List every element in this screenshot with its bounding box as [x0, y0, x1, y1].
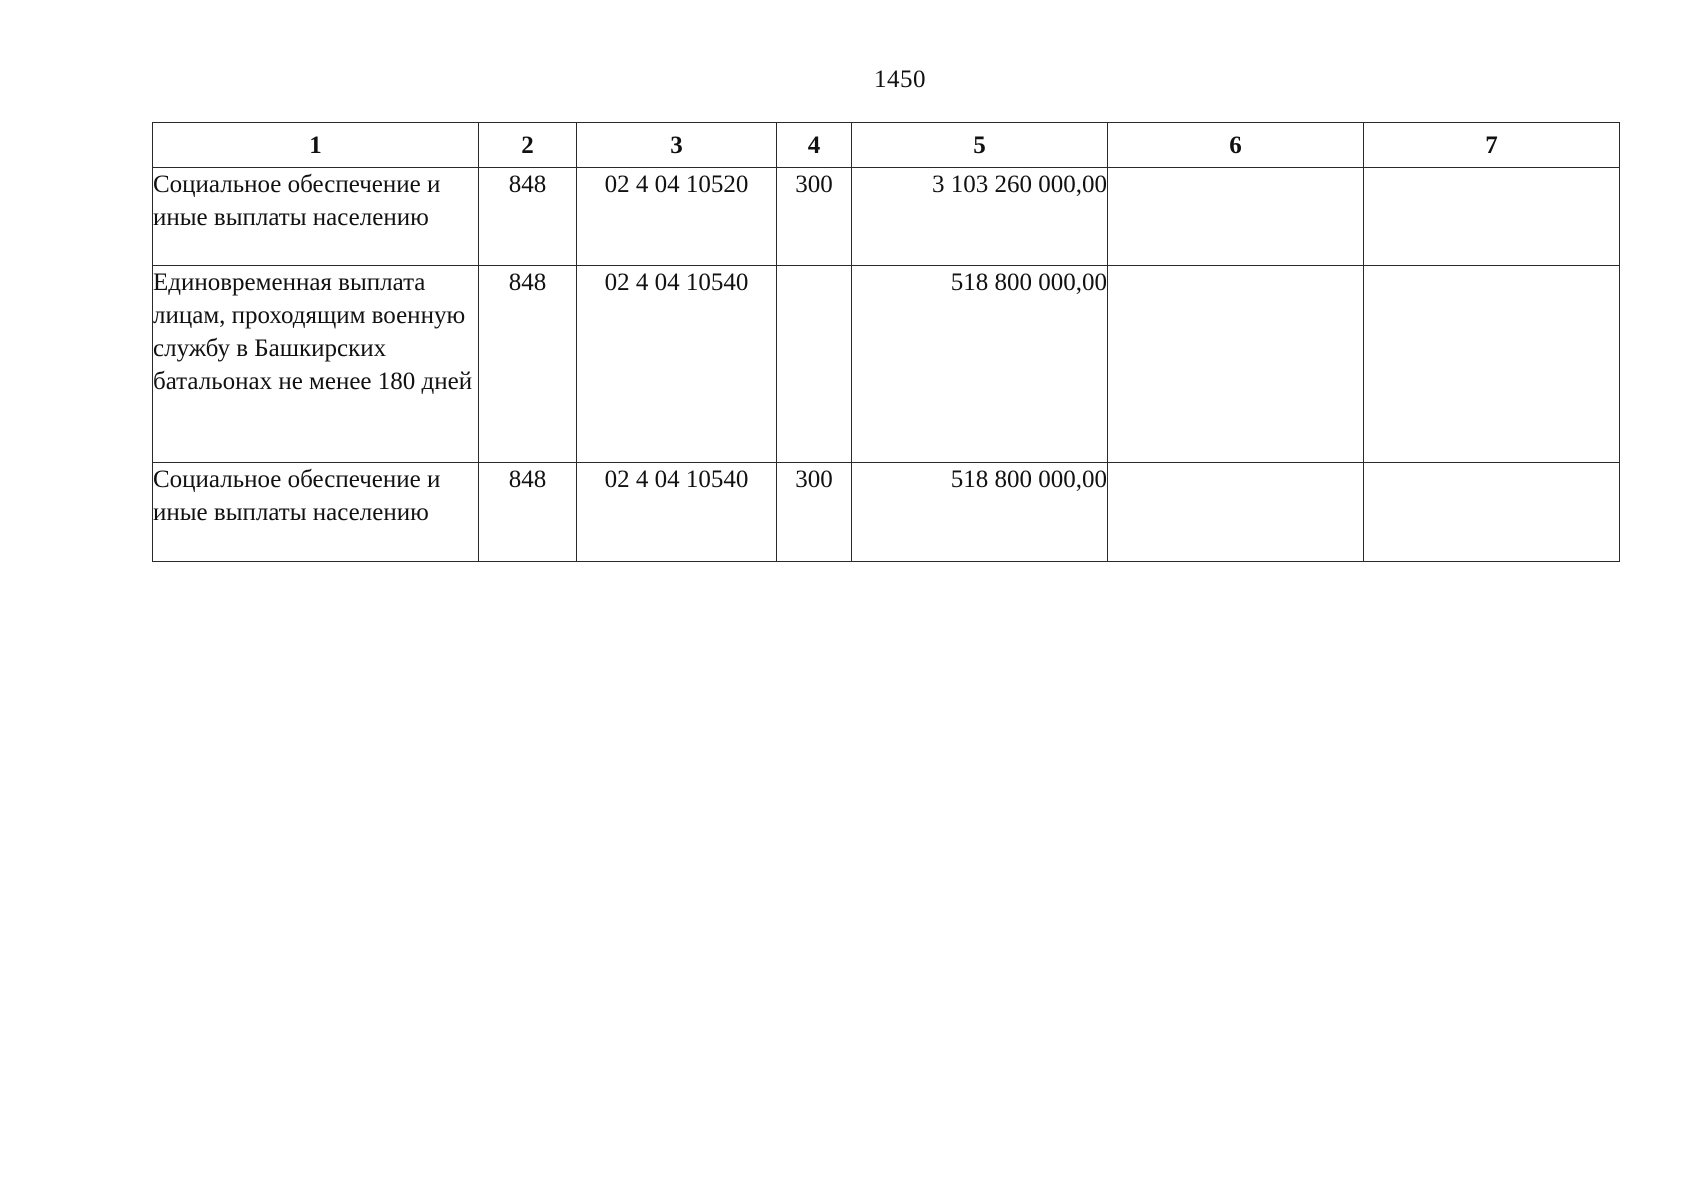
column-6-cell [1108, 463, 1364, 562]
ministry-code-cell: 848 [479, 168, 577, 266]
amount-cell: 518 800 000,00 [852, 463, 1108, 562]
column-header-5: 5 [852, 123, 1108, 168]
table-row [153, 463, 1620, 562]
target-article-cell: 02 4 04 10540 [577, 266, 777, 463]
column-7-cell [1364, 168, 1620, 266]
ministry-code-cell: 848 [479, 266, 577, 463]
column-7-cell [1364, 266, 1620, 463]
page-number: 1450 [874, 66, 926, 93]
target-article-cell: 02 4 04 10520 [577, 168, 777, 266]
target-article-cell: 02 4 04 10540 [577, 463, 777, 562]
column-6-cell [1108, 266, 1364, 463]
column-header-3: 3 [577, 123, 777, 168]
row-name-cell: Единовременная выплата лицам, проходящим военную службу в Башкирских батальонах не менее 180 дней [153, 266, 479, 463]
expense-type-cell [777, 266, 852, 463]
table-header-row [153, 123, 1620, 168]
row-name-cell: Социальное обеспечение и иные выплаты населению [153, 168, 479, 266]
column-header-1: 1 [153, 123, 479, 168]
table-row [153, 266, 1620, 463]
column-header-7: 7 [1364, 123, 1620, 168]
column-header-4: 4 [777, 123, 852, 168]
ministry-code-cell: 848 [479, 463, 577, 562]
column-header-6: 6 [1108, 123, 1364, 168]
amount-cell: 518 800 000,00 [852, 266, 1108, 463]
table-row [153, 168, 1620, 266]
column-header-2: 2 [479, 123, 577, 168]
column-6-cell [1108, 168, 1364, 266]
row-name-cell: Социальное обеспечение и иные выплаты населению [153, 463, 479, 562]
column-7-cell [1364, 463, 1620, 562]
expense-type-cell: 300 [777, 168, 852, 266]
budget-table [152, 122, 1620, 562]
amount-cell: 3 103 260 000,00 [852, 168, 1108, 266]
expense-type-cell: 300 [777, 463, 852, 562]
